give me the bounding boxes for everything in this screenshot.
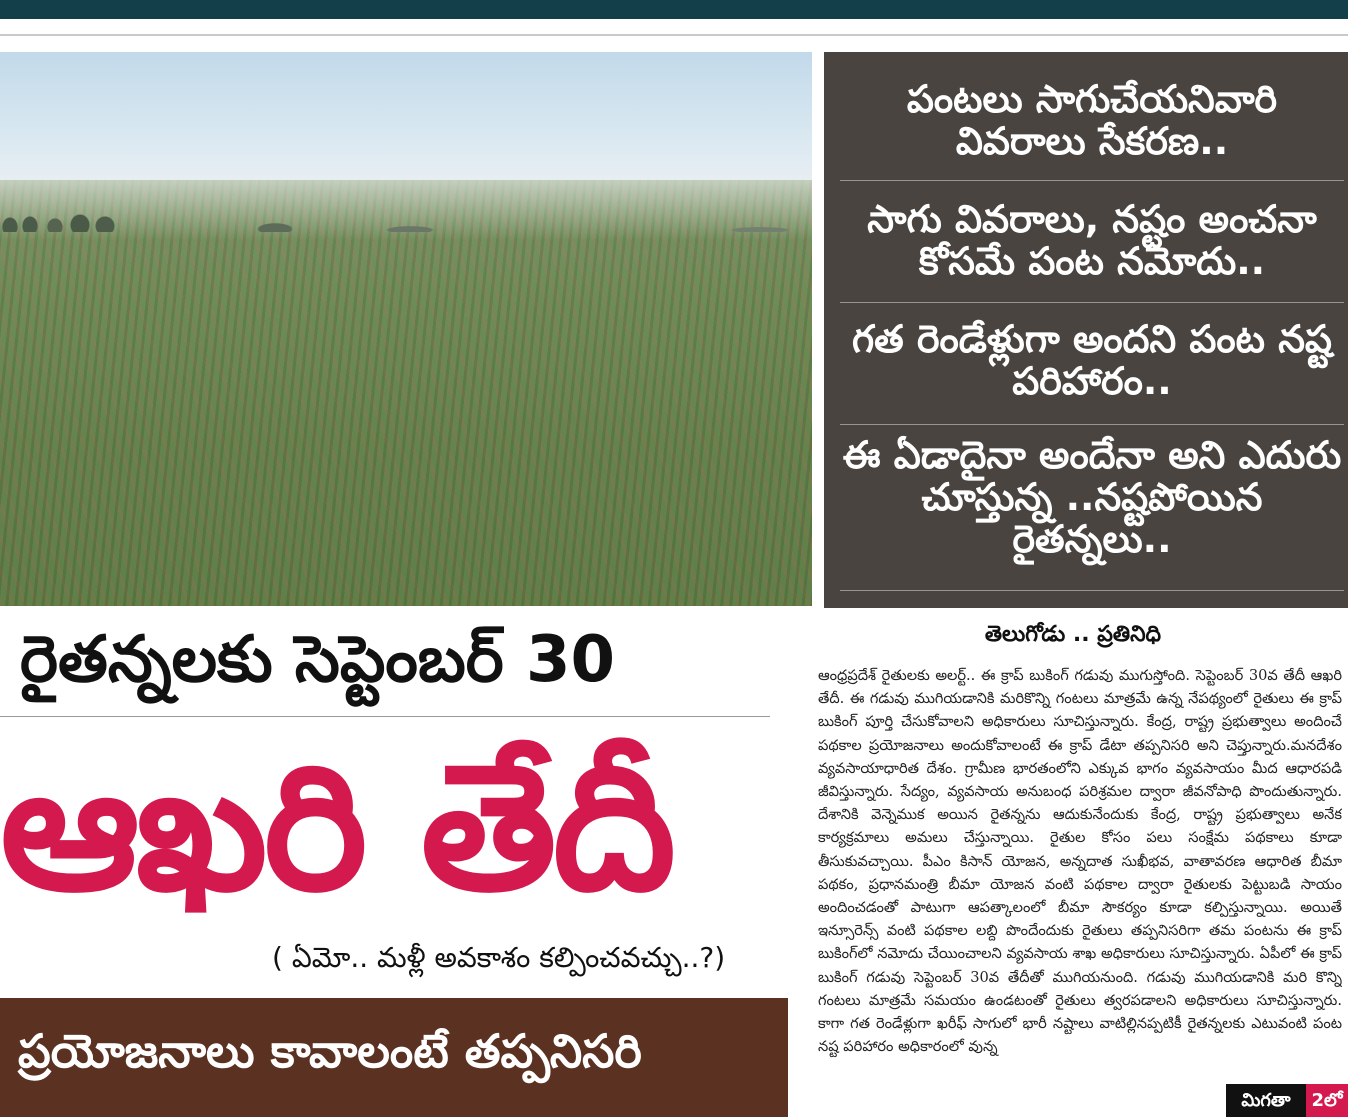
article-body: ఆంధ్రప్రదేశ్ రైతులకు అలర్ట్.. ఈ క్రాప్ బుకింగ్ గడువు ముగుస్తోంది. సెప్టెంబర్ 30వ తేదీ ఆఖరి తేదీ. ఈ గడువు ముగియడానికి మరికొన్ని గంటలు మాత్రమే ఉన్న నేపథ్యంలో రైతులు ఈ క్రాప్ బుకింగ్ పూర్తి చేసుకోవాలని అధికారులు సూచిస్తున్నారు. కేంద్ర, రాష్ట్ర ప్రభుత్వాలు అందించే పథకాల ప్రయోజనాలు అందుకోవాలంటే ఈ క్రాప్ డేటా తప్పనిసరి అని చెప్తున్నారు.మనదేశం వ్యవసాయాధారిత దేశం. గ్రామీణ భారతంలోని ఎక్కువ భాగం వ్యవసాయం మీద ఆధారపడి జీవిస్తున్నారు. సేద్యం, వ్యవసాయ అనుబంధ పరిశ్రమల ద్వారా జీవనోపాధి పొందుతున్నారు. దేశానికి వెన్నెముక అయిన రైతన్నను ఆదుకునేందుకు కేంద్ర, రాష్ట్ర ప్రభుత్వాలు అనేక కార్యక్రమాలు అమలు చేస్తున్నాయి. రైతుల కోసం పలు సంక్షేమ పథకాలు కూడా తీసుకువచ్చాయి. పీఎం కిసాన్ యోజన, అన్నదాత సుఖీభవ, వాతావరణ ఆధారిత బీమా పథకం, ప్రధానమంత్రి బీమా యోజన వంటి పథకాల ద్వారా రైతులకు పెట్టుబడి సాయం అందించడంతో పాటుగా ఆపత్కాలంలో బీమా సౌకర్యం కూడా కల్పిస్తున్నాయి. అయితే ఇన్సూరెన్స్ వంటి పథకాల లబ్ది పొందేందుకు రైతులు తప్పనిసరిగా తమ పంటను ఈ క్రాప్ బుకింగ్‌లో నమోదు చేయించాలని వ్యవసాయ శాఖ అధికారులు సూచిస్తున్నారు. ఏపీలో ఈ క్రాప్ బుకింగ్ గడువు సెప్టెంబర్ 30వ తేదీతో ముగియనుంది. గడువు ముగియడానికి మరి కొన్ని గంటలు మాత్రమే సమయం ఉండటంతో రైతులు త్వరపడాలని అధికారులు సూచిస్తున్నారు. కాగా గత రెండేళ్లుగా ఖరీఫ్ సాగులో భారీ నష్టాలు వాటిల్లినప్పటికీ రైతన్నలకు ఎటువంటి పంట నష్ట పరిహారం అధికారంలో వున్న xyxy=(818,667,1342,1056)
highlight-item-4: ఈ ఏడాదైనా అందేనా అని ఎదురు చూస్తున్న ..నష్టపోయిన రైతన్నలు.. xyxy=(842,433,1342,561)
highlight-divider xyxy=(840,180,1344,181)
highlight-item-2: సాగు వివరాలు, నష్టం అంచనా కోసమే పంట నమోదు.. xyxy=(867,197,1317,283)
photo-treeline xyxy=(0,212,812,232)
headline-banner xyxy=(0,998,788,1117)
top-divider xyxy=(0,34,1348,36)
highlight-divider xyxy=(840,302,1344,303)
highlight-item-3: గత రెండేళ్లుగా అందని పంట నష్ట పరిహారం.. xyxy=(852,317,1332,403)
byline: తెలుగోడు .. ప్రతినిధి xyxy=(984,622,1162,647)
continued-page-number: 2లో xyxy=(1306,1084,1348,1117)
continued-label: మిగతా xyxy=(1226,1084,1306,1117)
crop-field-photo xyxy=(0,52,812,606)
top-color-bar xyxy=(0,0,1348,19)
continued-on-page-marker xyxy=(1226,1084,1348,1117)
headline-main: ఆఖరి తేదీ xyxy=(0,727,673,930)
highlight-divider xyxy=(840,590,1344,591)
banner-text: ప్రయోజనాలు కావాలంటే తప్పనిసరి xyxy=(18,1024,642,1078)
headline-subtitle: ( ఏమో.. మళ్లీ అవకాశం కల్పించవచ్చు..?) xyxy=(272,941,726,974)
highlight-divider xyxy=(840,424,1344,425)
headline-top-line: రైతన్నలకు సెప్టెంబర్ 30 xyxy=(20,623,616,697)
highlights-panel xyxy=(824,52,1348,608)
highlight-item-1: పంటలు సాగుచేయనివారి వివరాలు సేకరణ.. xyxy=(906,77,1278,163)
photo-sky xyxy=(0,52,812,180)
